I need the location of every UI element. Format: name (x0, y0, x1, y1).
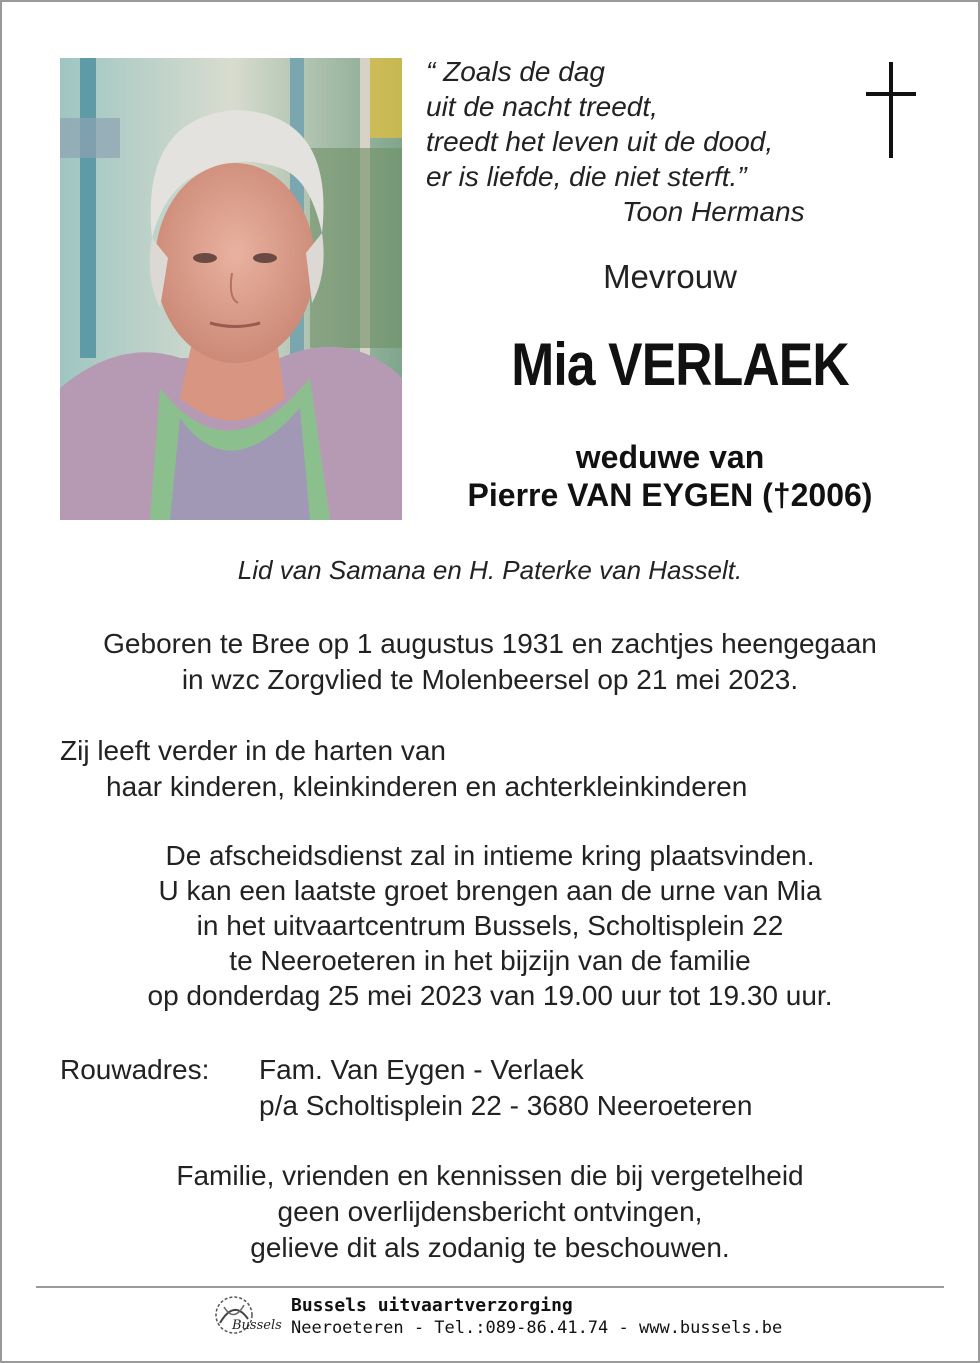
bussels-logo-icon (210, 1293, 284, 1341)
quote-line: uit de nacht treedt, (426, 91, 658, 122)
spouse-name: Pierre VAN EYGEN (†2006) (467, 477, 873, 513)
logo-text: Bussels (232, 1318, 282, 1333)
text-line: U kan een laatste groet brengen aan de urne van Mia (158, 875, 822, 906)
salutation: Mevrouw (603, 258, 737, 295)
text-line: te Neeroeteren in het bijzijn van de familie (229, 945, 751, 976)
address-lines (259, 1052, 919, 1124)
address-line: p/a Scholtisplein 22 - 3680 Neeroeteren (259, 1090, 753, 1121)
ceremony-text (40, 838, 940, 1013)
text-line: De afscheidsdienst zal in intieme kring plaatsvinden. (165, 840, 815, 871)
quote-line: “ Zoals de dag (426, 56, 605, 87)
address-line: Fam. Van Eygen - Verlaek (259, 1054, 584, 1085)
company-name: Bussels uitvaartverzorging (291, 1295, 573, 1316)
birth-death-text (40, 626, 940, 698)
text-line: Geboren te Bree op 1 augustus 1931 en zachtjes heengegaan (103, 628, 877, 659)
widow-label: weduwe van (575, 439, 765, 475)
quote-author: Toon Hermans (622, 196, 805, 227)
company-contact: Neeroeteren - Tel.:089-86.41.74 - www.bussels.be (291, 1318, 783, 1338)
portrait-photo (60, 58, 402, 520)
text-line: Zij leeft verder in de harten van (60, 735, 446, 766)
widow-block (420, 438, 920, 514)
text-line: Familie, vrienden en kennissen die bij vergetelheid (176, 1160, 804, 1191)
text-line: haar kinderen, kleinkinderen en achterkleinkinderen (106, 771, 748, 802)
text-line: op donderdag 25 mei 2023 van 19.00 uur tot 19.30 uur. (147, 980, 833, 1011)
cross-icon (862, 62, 922, 160)
footer-divider (36, 1286, 944, 1288)
quote-line: er is liefde, die niet sterft.” (426, 161, 747, 192)
quote-block (426, 54, 846, 229)
text-line: in wzc Zorgvlied te Molenbeersel op 21 mei 2023. (181, 664, 799, 695)
text-line: geen overlijdensbericht ontvingen, (277, 1196, 703, 1227)
deceased-name: Mia VERLAEK (511, 331, 849, 398)
quote-line: treedt het leven uit de dood, (426, 126, 774, 157)
survivors-text (60, 733, 920, 805)
membership-text: Lid van Samana en H. Paterke van Hasselt. (237, 555, 743, 585)
footer-info (291, 1295, 851, 1339)
address-label: Rouwadres: (60, 1054, 210, 1085)
notice-text (40, 1158, 940, 1266)
text-line: gelieve dit als zodanig te beschouwen. (250, 1232, 730, 1263)
text-line: in het uitvaartcentrum Bussels, Scholtisplein 22 (196, 910, 784, 941)
